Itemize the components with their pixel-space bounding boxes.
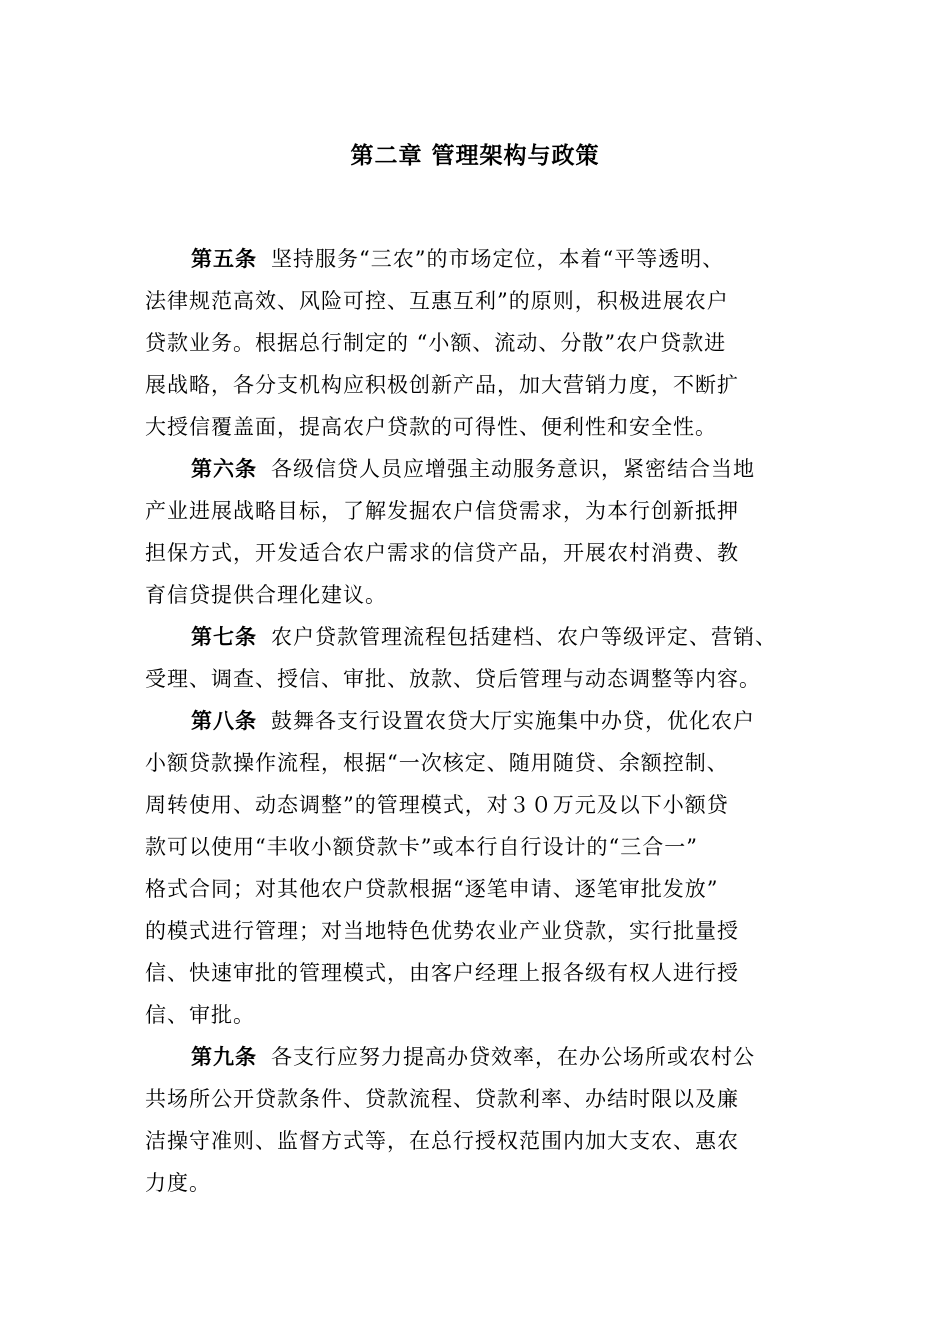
article-9-line-4: 力度。 — [145, 1171, 211, 1195]
article-8-line-1 — [145, 700, 835, 742]
article-9-line-1 — [145, 1036, 835, 1078]
article-9-line-3: 洁操守准则、监督方式等，在总行授权范围内加大支农、惠农 — [145, 1129, 739, 1153]
document-body — [145, 238, 835, 1204]
article-9-label: 第九条 — [191, 1045, 257, 1069]
article-6-line-4: 育信贷提供合理化建议。 — [145, 583, 387, 607]
article-9-text-1: 各支行应努力提高办贷效率，在办公场所或农村公 — [271, 1045, 755, 1069]
article-6-line-2: 产业进展战略目标，了解发掘农户信贷需求，为本行创新抵押 — [145, 499, 739, 523]
article-5-line-4: 展战略，各分支机构应积极创新产品，加大营销力度，不断扩 — [145, 373, 739, 397]
article-7-line-1 — [145, 616, 835, 658]
article-8-label: 第八条 — [191, 709, 257, 733]
article-7-text-1: 农户贷款管理流程包括建档、农户等级评定、营销、 — [271, 625, 777, 649]
article-8-line-7: 信、快速审批的管理模式，由客户经理上报各级有权人进行授 — [145, 961, 739, 985]
article-6-text-1: 各级信贷人员应增强主动服务意识，紧密结合当地 — [271, 457, 755, 481]
article-5-line-1 — [145, 238, 835, 280]
article-8-line-3: 周转使用、动态调整”的管理模式，对３０万元及以下小额贷 — [145, 793, 729, 817]
article-8-line-6: 的模式进行管理；对当地特色优势农业产业贷款，实行批量授 — [145, 919, 739, 943]
article-8-text-1: 鼓舞各支行设置农贷大厅实施集中办贷，优化农户 — [271, 709, 755, 733]
article-5-label: 第五条 — [191, 247, 257, 271]
article-8-line-2: 小额贷款操作流程，根据“一次核定、随用随贷、余额控制、 — [145, 751, 729, 775]
article-6-line-3: 担保方式，开发适合农户需求的信贷产品，开展农村消费、教 — [145, 541, 739, 565]
article-6-line-1 — [145, 448, 835, 490]
article-7-line-2: 受理、调查、授信、审批、放款、贷后管理与动态调整等内容。 — [145, 667, 761, 691]
article-5-line-3: 贷款业务。根据总行制定的 “小额、流动、分散”农户贷款进 — [145, 331, 727, 355]
article-5-line-5: 大授信覆盖面，提高农户贷款的可得性、便利性和安全性。 — [145, 415, 717, 439]
chapter-title: 第二章 管理架构与政策 — [350, 143, 600, 169]
article-5-text-1: 坚持服务“三农”的市场定位，本着“平等透明、 — [271, 247, 725, 271]
article-7-label: 第七条 — [191, 625, 257, 649]
article-6-label: 第六条 — [191, 457, 257, 481]
article-9-line-2: 共场所公开贷款条件、贷款流程、贷款利率、办结时限以及廉 — [145, 1087, 739, 1111]
article-8-line-5: 格式合同；对其他农户贷款根据“逐笔申请、逐笔审批发放” — [145, 877, 719, 901]
article-5-line-2: 法律规范高效、风险可控、互惠互利”的原则，积极进展农户 — [145, 289, 729, 313]
article-8-line-8: 信、审批。 — [145, 1003, 255, 1027]
article-8-line-4: 款可以使用“丰收小额贷款卡”或本行自行设计的“三合一” — [145, 835, 698, 859]
